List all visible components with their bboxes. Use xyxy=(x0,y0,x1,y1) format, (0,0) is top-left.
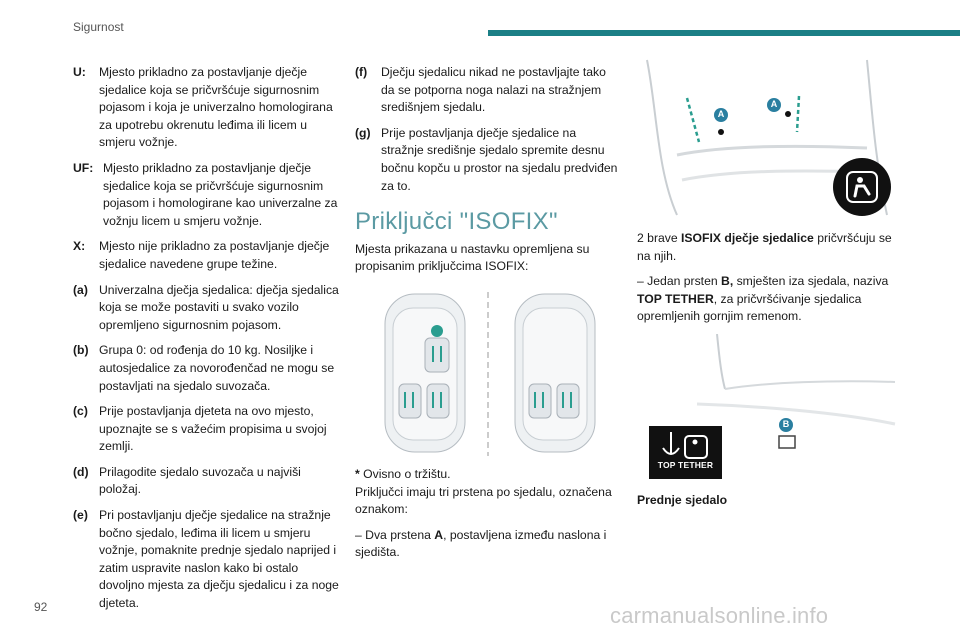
page-number: 92 xyxy=(34,600,48,614)
ring-b-badge: B xyxy=(779,418,793,432)
definition-text: Prije postavljanja djeteta na ovo mjesto, upoznajte se s važećim propisima u svojoj zemlji. xyxy=(99,404,327,454)
definition-item xyxy=(73,238,343,273)
definition-text: Dječju sjedalicu nikad ne postavljajte tako da se potporna noga nalazi na stražnjem središnjem sjedalu. xyxy=(381,65,606,115)
footnote-text: Ovisno o tržištu. xyxy=(359,466,451,481)
isofix-seat-photo xyxy=(637,50,897,220)
definition-text: Univerzalna dječja sjedalica: dječja sjedalica koja se može postaviti u svako vozilo opremljeno sigurnosnim pojasom. xyxy=(99,282,339,332)
isofix-locks-paragraph xyxy=(637,230,907,265)
definition-key: UF: xyxy=(73,160,94,175)
p1-pre: 2 brave xyxy=(637,231,682,245)
definition-item xyxy=(73,160,343,230)
definition-text: Mjesto prikladno za postavljanje dječje sjedalice koja se pričvršćuje sigurnosnim pojasom i homologirane kao univerzalne za vožnju licem u smjeru vožnje. xyxy=(103,160,338,228)
ring-a-badge: A xyxy=(714,108,728,122)
ring-a-text: , postavljena između naslona i sjedišta. xyxy=(355,527,607,560)
definition-key: (c) xyxy=(73,404,88,419)
isofix-logo-icon xyxy=(833,158,891,216)
watermark: carmanualsonline.info xyxy=(610,603,829,628)
definition-item xyxy=(73,282,343,335)
child-seat-icon xyxy=(833,158,891,216)
definition-item xyxy=(73,507,343,613)
definition-item xyxy=(355,64,620,117)
ring-a-badge: A xyxy=(767,98,781,112)
car-seat-plan-illustration xyxy=(355,288,620,460)
footnote xyxy=(355,466,620,484)
definition-text: Pri postavljanju dječje sjedalice na stražnje bočno sjedalo, leđima ili licem u smjeru vožnje, pomaknite prednje sjedalo naprijed i zatim uspravite naslon kako bi ostalo dovoljno mjesta za dječju sjedalicu i za noge djeteta. xyxy=(99,508,339,611)
top-tether-logo-text: TOP TETHER xyxy=(657,460,714,471)
p1-bold: ISOFIX dječje sjedalice xyxy=(681,231,814,245)
column-middle xyxy=(355,64,620,570)
ring-a-label: A xyxy=(434,527,444,542)
definition-key: (f) xyxy=(355,65,368,79)
definition-text: Prije postavljanja dječje sjedalice na stražnje središnje sjedalo spremite desnu bočnu kopču u prostor na sjedalu predviđen za to. xyxy=(381,125,618,193)
rings-paragraph: Priključci imaju tri prstena po sjedalu, označena oznakom: xyxy=(355,484,612,517)
definition-key: (e) xyxy=(73,508,88,523)
definition-text: Grupa 0: od rođenja do 10 kg. Nosiljke i autosjedalice za novorođenčad ne mogu se postavljati na sjedalo suvozača. xyxy=(99,343,335,393)
definition-item xyxy=(73,342,343,395)
p2-post: , za pričvršćivanje sjedalica opremljenih gornjim remenom. xyxy=(637,291,862,324)
ring-b-item xyxy=(637,273,907,326)
definition-item xyxy=(73,464,343,499)
definition-key: U: xyxy=(73,65,86,79)
definition-item xyxy=(355,125,620,195)
definition-key: (b) xyxy=(73,343,89,358)
ring-b-label: B, xyxy=(721,274,734,289)
top-tether-photo xyxy=(637,334,897,484)
footnote-star: * xyxy=(355,466,360,481)
top-tether-logo-icon xyxy=(649,426,722,479)
definition-item xyxy=(73,403,343,456)
definition-key: X: xyxy=(73,239,86,254)
definition-key: (g) xyxy=(355,125,371,140)
column-right xyxy=(637,50,907,518)
p2-pre: – Jedan prsten xyxy=(637,274,722,289)
definition-item xyxy=(73,64,343,152)
column-left xyxy=(73,64,343,621)
top-tether-label: TOP TETHER xyxy=(637,291,714,306)
definition-text: Mjesto nije prikladno za postavljanje dječje sjedalice navedene grupe težine. xyxy=(99,239,330,271)
header-accent-bar xyxy=(488,30,960,36)
definition-text: Mjesto prikladno za postavljanje dječje sjedalice koja se pričvršćuje sigurnosnim pojasom i koja je univerzalno homologirana za upotrebu okrenutu leđima ili licem u smjeru vožnje. xyxy=(99,65,333,150)
p2-mid: smješten iza sjedala, naziva xyxy=(733,274,889,289)
section-title: Priključci "ISOFIX" xyxy=(355,208,558,236)
ring-a-dash: – Dva prstena xyxy=(355,527,435,542)
definition-key: (d) xyxy=(73,464,89,479)
intro-paragraph: Mjesta prikazana u nastavku opremljena su propisanim priključcima ISOFIX: xyxy=(355,241,590,274)
p1-post: pričvršćuju se na njih. xyxy=(637,231,892,263)
header-section-title: Sigurnost xyxy=(73,20,124,34)
isofix-car-diagram xyxy=(355,288,620,460)
subheading-front-seat: Prednje sjedalo xyxy=(637,492,728,507)
definition-key: (a) xyxy=(73,282,88,297)
ring-a-item xyxy=(355,527,620,562)
definition-text: Prilagodite sjedalo suvozača u najviši položaj. xyxy=(99,464,301,497)
